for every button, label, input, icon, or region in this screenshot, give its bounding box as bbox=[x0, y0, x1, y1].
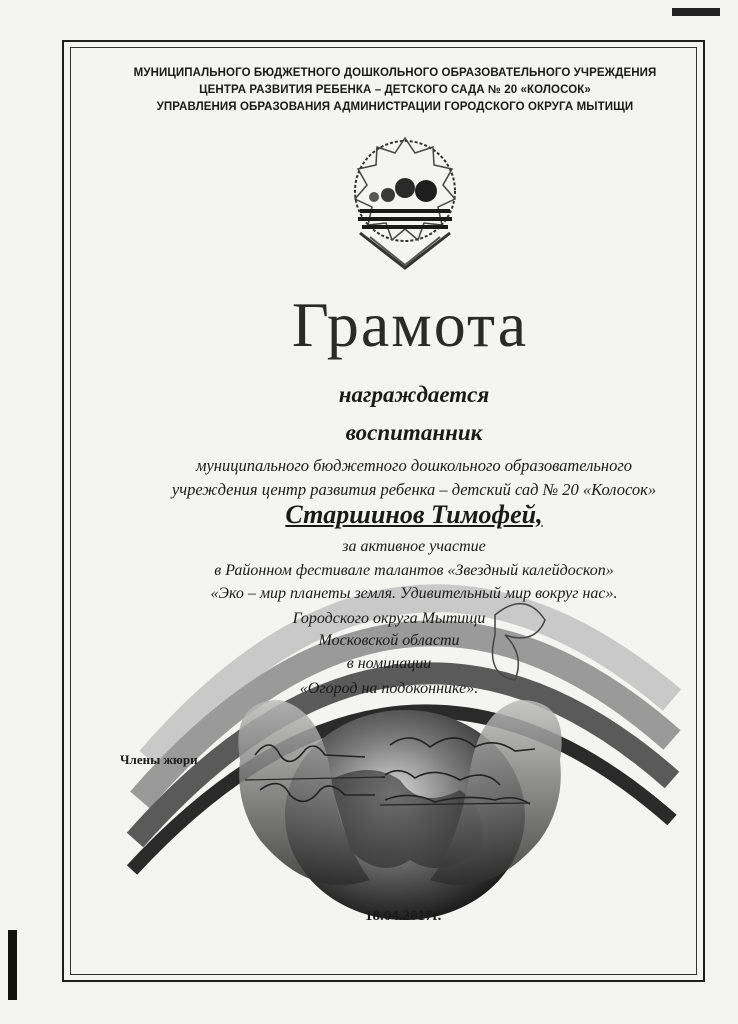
recipient-name: Старшинов Тимофей, bbox=[285, 500, 543, 529]
institution-line-1: муниципального бюджетного дошкольного образовательного bbox=[195, 456, 633, 475]
pupil-text: воспитанник bbox=[345, 420, 483, 445]
nomination-text: в номинации bbox=[346, 655, 432, 672]
header-line-3: УПРАВЛЕНИЯ ОБРАЗОВАНИЯ АДМИНИСТРАЦИИ ГОРОДСКОГО ОКРУГА МЫТИЩИ bbox=[156, 101, 634, 113]
eco-text: «Эко – мир планеты земля. Удивительный мир вокруг нас». bbox=[210, 585, 618, 602]
header-line-2: ЦЕНТРА РАЗВИТИЯ РЕБЕНКА – ДЕТСКОГО САДА № 20 «КОЛОСОК» bbox=[199, 84, 591, 96]
district-text: Городского округа Мытищи bbox=[292, 610, 486, 627]
region-text: Московской области bbox=[318, 632, 460, 649]
awarded-text: награждается bbox=[338, 382, 490, 407]
festival-text: в Районном фестивале талантов «Звездный калейдоскоп» bbox=[214, 562, 614, 579]
kindergarten-emblem-icon bbox=[330, 133, 480, 283]
certificate-title: Грамота bbox=[291, 289, 529, 360]
institution-line-2: учреждения центр развития ребенка – детский сад № 20 «Колосок» bbox=[171, 480, 657, 499]
certificate-date: 18.04.2017г. bbox=[365, 908, 442, 924]
header-line-1: МУНИЦИПАЛЬНОГО БЮДЖЕТНОГО ДОШКОЛЬНОГО ОБРАЗОВАТЕЛЬНОГО УЧРЕЖДЕНИЯ bbox=[133, 67, 657, 79]
jury-members-label: Члены жюри bbox=[120, 752, 198, 767]
header bbox=[100, 65, 690, 116]
nomination-name: «Огород на подоконнике». bbox=[299, 680, 479, 697]
for-text: за активное участие bbox=[342, 538, 486, 555]
